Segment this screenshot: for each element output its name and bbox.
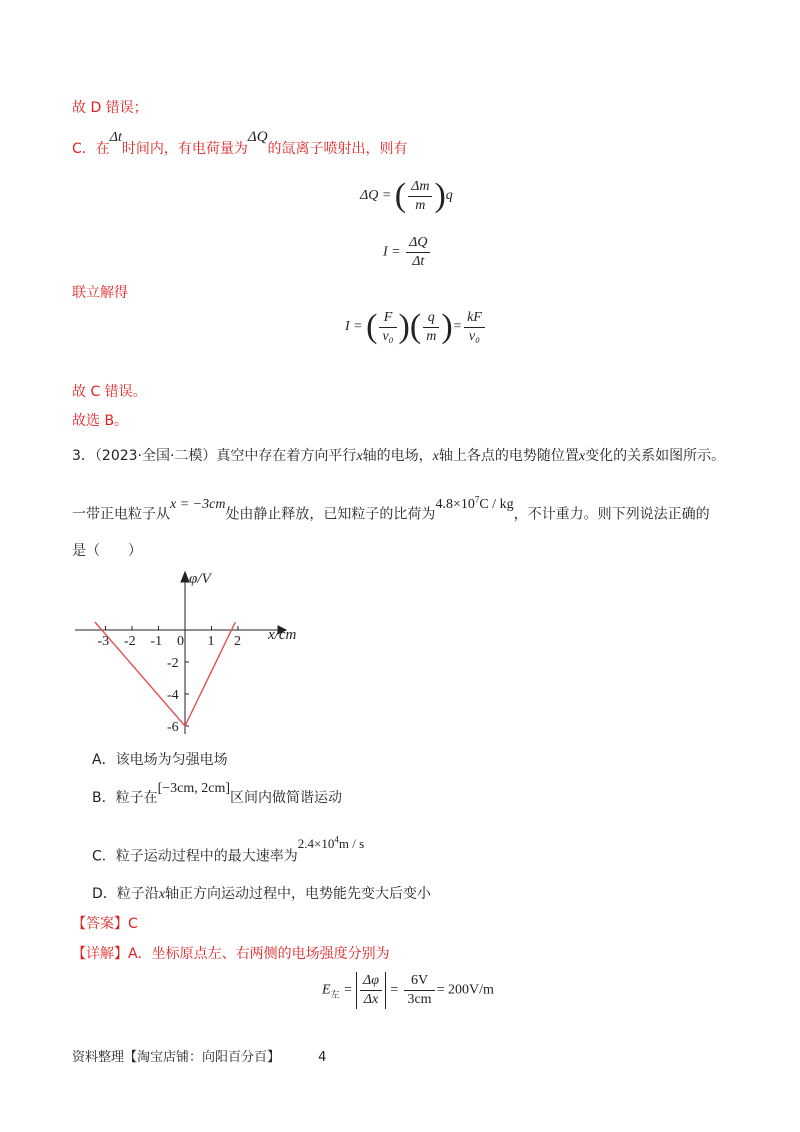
equation-delta-q: ΔQ = ( $\frac{\Delta m}{m}$ )q (360, 177, 453, 214)
footer-source: 资料整理【淘宝店铺：向阳百分百】 (72, 1050, 281, 1065)
x-tick-label: -3 (97, 634, 110, 649)
q3-text-d: 变化的关系如图所示。 (585, 448, 726, 464)
eq4-abs: $\frac{\Delta\varphi}{\Delta x}$ (356, 972, 386, 1009)
opt-d-x: x (158, 887, 165, 902)
opt-c-text: C．粒子运动过程中的最大速率为 (92, 848, 298, 865)
answer-line: 【答案】C (72, 916, 138, 932)
q3-text-a: 3．（2023·全国·二模）真空中存在着方向平行 (72, 448, 357, 464)
y-tick-label: -4 (167, 688, 179, 703)
equation-result: I = ( $\frac{F}{\text{v₀}}$ )( $\frac{q}{m}$ )= $\frac{kF}{\text{v₀}}$ (345, 307, 487, 347)
opt-b-text-a: B．粒子在 (92, 790, 158, 806)
delta-t-symbol: Δt (109, 130, 122, 145)
eq3-fraction-2: $\frac{q}{m}$ (423, 309, 439, 346)
eq4-rhs: = 200V/m (436, 982, 494, 998)
x-tick-label: 1 (207, 634, 215, 649)
c-wrong-line: 故 C 错误。 (72, 384, 147, 400)
choose-line: 故选 B。 (72, 413, 129, 429)
eq2-lhs: I = (383, 244, 401, 260)
y-tick-label: -2 (167, 656, 179, 671)
question-3-line-3: 是（ ） (72, 543, 142, 559)
footer (72, 1046, 326, 1065)
page-number: 4 (318, 1050, 327, 1065)
eq4-equals-2: = (389, 982, 399, 998)
x-position-expr: x = −3cm (170, 496, 226, 512)
potential-graph (70, 562, 310, 742)
y-axis-label: φ/V (189, 571, 211, 587)
opt-d-text-a: D．粒子沿 (92, 886, 159, 902)
equation-current (383, 234, 432, 271)
q3-x-1: x (356, 449, 363, 464)
eq4-fraction-2: $\frac{6V}{3cm}$ (404, 972, 434, 1009)
eq4-equals-1: = (343, 982, 353, 998)
q3-line2-text-c: ，不计重力。则下列说法正确的 (513, 506, 710, 523)
detail-line: 【详解】A．坐标原点左、右两侧的电场强度分别为 (72, 946, 390, 962)
question-3-line-1 (72, 446, 725, 467)
equation-field-strength (322, 972, 494, 1009)
q3-line2-text-a: 一带正电粒子从 (72, 506, 170, 523)
q3-x-3: x (578, 449, 586, 464)
eq2-fraction: $\frac{\Delta Q}{\Delta t}$ (406, 234, 430, 271)
x-tick-label: -1 (150, 634, 163, 649)
y-axis-arrow (181, 572, 189, 582)
eq3-lhs: I = (345, 319, 363, 335)
interval-expr: [−3cm, 2cm] (157, 781, 231, 796)
y-tick-label: -6 (167, 720, 179, 735)
c-intro-text-b: 时间内，有电荷量为 (121, 141, 248, 157)
question-3-line-2 (72, 494, 710, 526)
delta-q-symbol: ΔQ (247, 129, 268, 145)
charge-ratio-expr: $4.8\times 10^7C$ / kg (435, 494, 514, 512)
d-wrong-line: 故 D 错误； (72, 100, 148, 116)
option-b (92, 781, 343, 809)
x-tick-label: -2 (124, 634, 136, 649)
eq3-equals: = (452, 319, 463, 335)
x-tick-label: 2 (234, 634, 241, 649)
q3-line2-text-b: 处由静止释放，已知粒子的比荷为 (225, 506, 436, 523)
q3-text-b: 轴的电场， (362, 448, 433, 464)
vmax-expr: $2.4\times 10^4m / s$ (297, 835, 365, 852)
eq4-e: E (322, 982, 331, 998)
q3-x-2: x (432, 449, 439, 464)
eq4-sub: 左 (330, 989, 340, 1000)
x-tick-label: 0 (177, 634, 184, 649)
x-axis-label: x/cm (268, 627, 297, 643)
option-d (92, 884, 431, 905)
q3-text-c: 轴上各点的电势随位置 (438, 448, 579, 464)
eq3-fraction-1: $\frac{F}{\text{v₀}}$ (379, 309, 396, 346)
eq1-lhs: ΔQ = (360, 188, 392, 204)
c-intro-text-a: C．在 (72, 141, 110, 157)
c-intro-text-c: 的氙离子喷射出，则有 (267, 141, 408, 157)
eq1-fraction: $\frac{\Delta m}{m}$ (408, 178, 432, 215)
option-c (92, 835, 365, 866)
option-a: A．该电场为匀强电场 (92, 752, 228, 768)
opt-b-text-b: 区间内做简谐运动 (230, 790, 343, 806)
combine-line: 联立解得 (72, 285, 128, 301)
opt-d-text-b: 轴正方向运动过程中，电势能先变大后变小 (165, 886, 431, 902)
eq1-q: q (445, 188, 453, 204)
c-intro-line (72, 129, 408, 160)
eq3-fraction-3: $\frac{kF}{\text{v₀}}$ (464, 309, 485, 346)
